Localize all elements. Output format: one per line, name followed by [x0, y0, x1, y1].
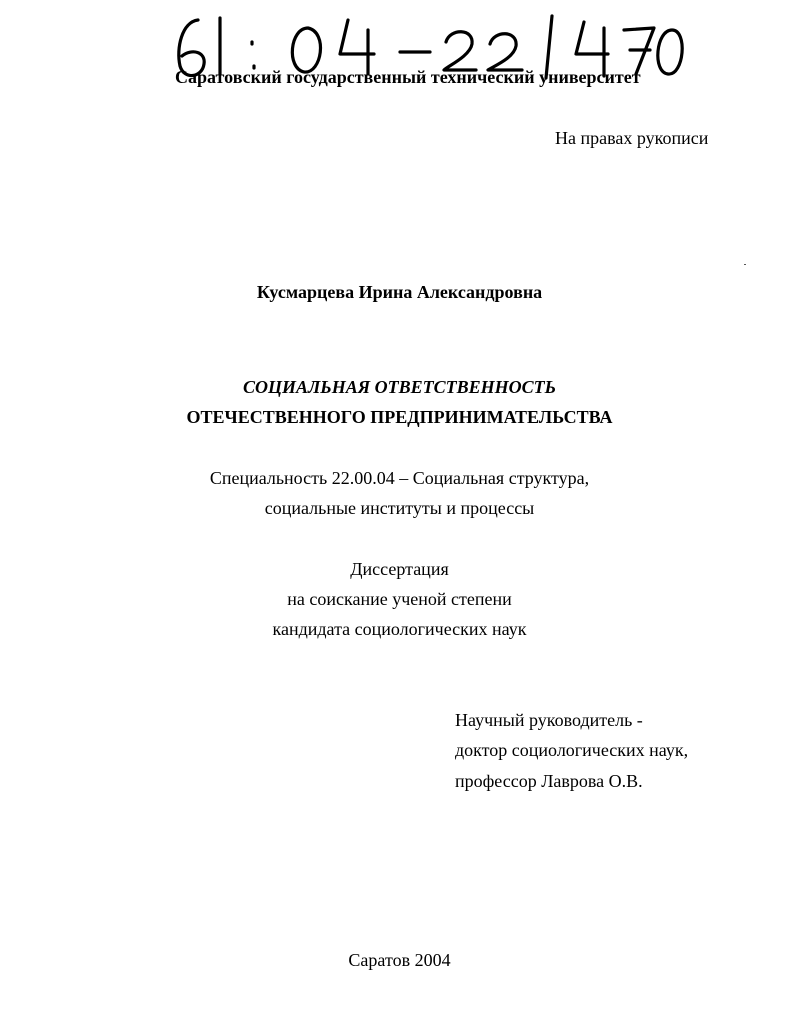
city-year: Саратов 2004 — [348, 950, 451, 970]
author-name: Кусмарцева Ирина Александровна — [256, 282, 543, 302]
supervisor-name: профессор Лаврова О.В. — [455, 771, 643, 791]
specialty-line-2: социальные институты и процессы — [264, 498, 535, 518]
supervisor-role: Научный руководитель - — [455, 710, 643, 730]
specialty-line-1: Специальность 22.00.04 – Социальная структура, — [209, 468, 590, 488]
degree-name-line: кандидата социологических наук — [272, 619, 527, 639]
scan-speck — [744, 264, 746, 265]
university-name: Саратовский государственный технический университет — [175, 67, 641, 87]
dissertation-title-line-1: СОЦИАЛЬНАЯ ОТВЕТСТВЕННОСТЬ — [242, 377, 557, 397]
dissertation-title-line-2: ОТЕЧЕСТВЕННОГО ПРЕДПРИНИМАТЕЛЬСТВА — [186, 407, 613, 427]
supervisor-degree: доктор социологических наук, — [455, 740, 689, 760]
dissertation-label: Диссертация — [350, 559, 449, 579]
manuscript-rights-note: На правах рукописи — [555, 128, 709, 148]
degree-purpose-line: на соискание ученой степени — [287, 589, 512, 609]
